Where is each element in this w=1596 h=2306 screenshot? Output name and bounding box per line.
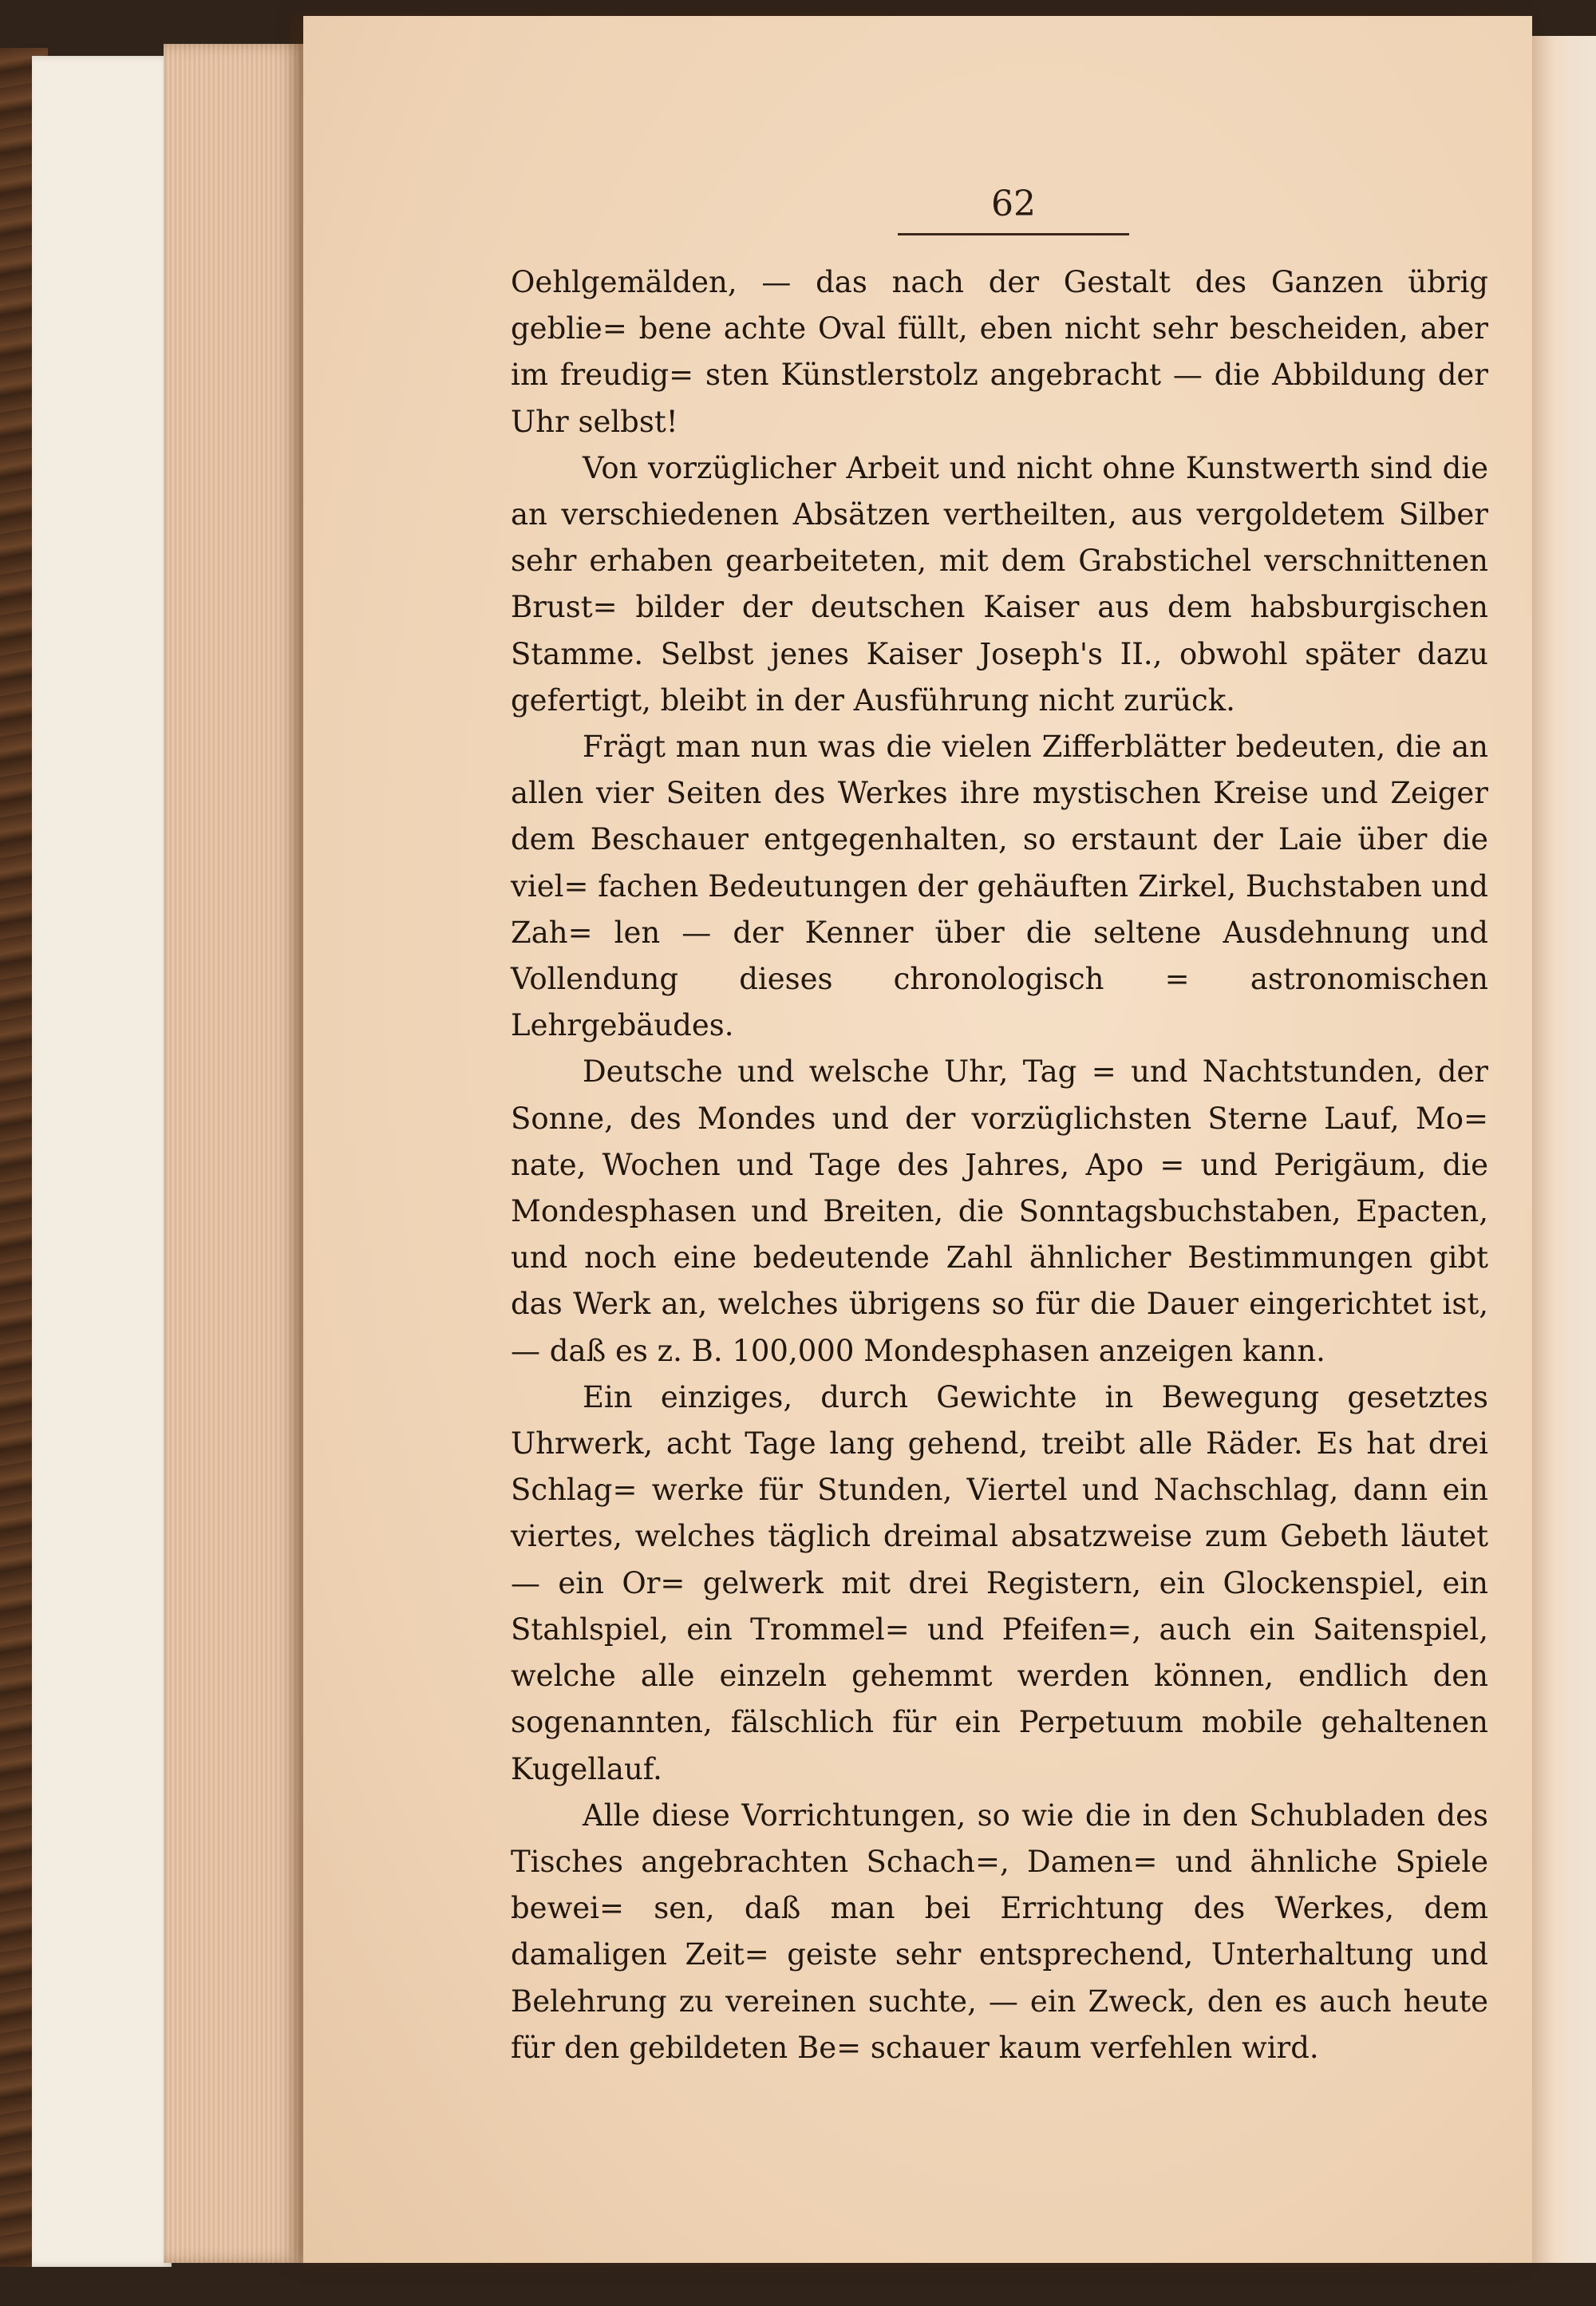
body-text bbox=[511, 259, 1488, 2071]
paragraph: Von vorzüglicher Arbeit und nicht ohne Kunstwerth sind die an verschiedenen Absätzen vertheilten, aus vergoldetem Silber sehr erhaben gearbeiteten, mit dem Grabstichel verschnittenen Brust= bilder der deutschen Kaiser aus dem habsburgischen Stamme. Selbst jenes Kaiser Joseph's II., obwohl später dazu gefertigt, bleibt in der Ausführung nicht zurück. bbox=[511, 450, 1488, 718]
paragraph: Alle diese Vorrichtungen, so wie die in den Schubladen des Tisches angebrachten Schach=, Damen= und ähnliche Spiele bewei= sen, daß man bei Errichtung des Werkes, dem damaligen Zeit= geiste sehr entsprechend, Unterhaltung und Belehrung zu vereinen suchte, — ein Zweck, den es auch heute für den gebildeten Be= schauer kaum verfehlen wird. bbox=[511, 1798, 1488, 2065]
header-rule bbox=[898, 233, 1129, 235]
paragraph: Frägt man nun was die vielen Zifferblätter bedeuten, die an allen vier Seiten des Werkes ihre mystischen Kreise und Zeiger dem Beschauer entgegenhalten, so erstaunt der Laie über die viel= fachen Bedeutungen der gehäuften Zirkel, Buchstaben und Zah= len — der Kenner über die seltene Ausdehnung und Vollendung dieses chronologisch = astronomischen Lehrgebäudes. bbox=[511, 730, 1488, 1043]
paragraph: Ein einziges, durch Gewichte in Bewegung gesetztes Uhrwerk, acht Tage lang gehend, treibt alle Räder. Es hat drei Schlag= werke für Stunden, Viertel und Nachschlag, dann ein viertes, welches täglich dreimal absatzweise zum Gebeth läutet — ein Or= gelwerk mit drei Registern, ein Glockenspiel, ein Stahlspiel, ein Trommel= und Pfeifen=, auch ein Saitenspiel, welche alle einzeln gehemmt werden können, endlich den sogenannten, fälschlich für ein Perpetuum mobile gehaltenen Kugellauf. bbox=[511, 1379, 1488, 1786]
facing-page-edge bbox=[1528, 36, 1596, 2263]
endpaper bbox=[32, 56, 172, 2267]
page-stack-edge bbox=[164, 44, 307, 2263]
page-number: 62 bbox=[991, 184, 1036, 224]
paragraph: Oehlgemälden, — das nach der Gestalt des Ganzen übrig geblie= bene achte Oval füllt, eben nicht sehr bescheiden, aber im freudig= sten Künstlerstolz angebracht — die Abbildung der Uhr selbst! bbox=[511, 265, 1488, 439]
paragraph: Deutsche und welsche Uhr, Tag = und Nachtstunden, der Sonne, des Mondes und der vorzüglichsten Sterne Lauf, Mo= nate, Wochen und Tage des Jahres, Apo = und Perigäum, die Mondesphasen und Breiten, die Sonntagsbuchstaben, Epacten, und noch eine bedeutende Zahl ähnlicher Bestimmungen gibt das Werk an, welches übrigens so für die Dauer eingerichtet ist, — daß es z. B. 100,000 Mondesphasen anzeigen kann. bbox=[511, 1054, 1488, 1368]
